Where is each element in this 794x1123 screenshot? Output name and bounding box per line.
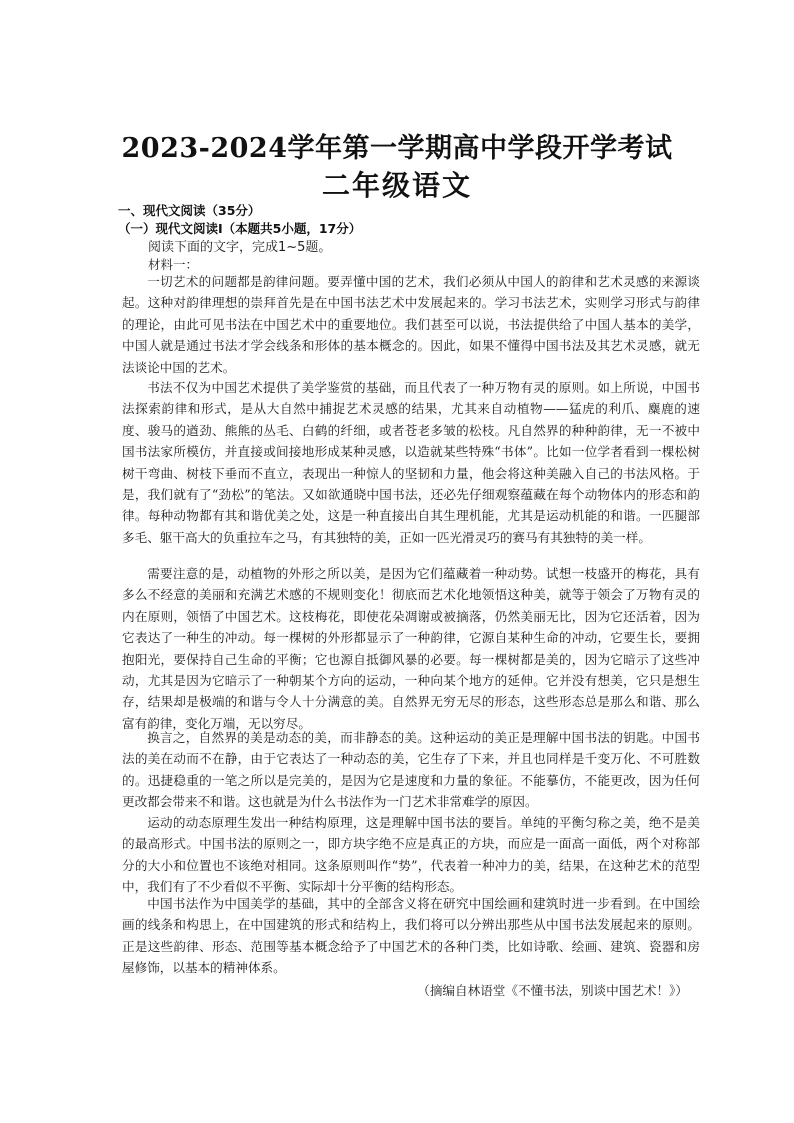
paragraph-4: 换言之，自然界的美是动态的美，而非静态的美。这种运动的美正是理解中国书法的钥匙。中国书法的美在动而不在静，由于它表达了一种动态的美，它生存了下来，并且也同样是千变万化、不可胜数的。迅捷稳重的一笔之所以是完美的，是因为它是速度和力量的象征。不能摹仿，不能更改，因为任何更改都会带来不和谐。这也就是为什么书法作为一门艺术非常难学的原因。 [122, 730, 700, 810]
paragraph-1: 一切艺术的问题都是韵律问题。要弄懂中国的艺术，我们必须从中国人的韵律和艺术灵感的来源谈起。这种对韵律理想的崇拜首先是在中国书法艺术中发展起来的。学习书法艺术，实则学习形式与韵律的理论，由此可见书法在中国艺术中的重要地位。我们甚至可以说，书法提供给了中国人基本的美学，中国人就是通过书法才学会线条和形体的基本概念的。因此，如果不懂得中国书法及其艺术灵感，就无法谈论中国的艺术。 [122, 274, 700, 375]
instruction-text: 阅读下面的文字，完成1~5题。 [148, 240, 332, 255]
exam-title: 2023-2024学年第一学期高中学段开学考试 [121, 133, 673, 164]
paragraph-3: 需要注意的是，动植物的外形之所以美，是因为它们蕴藏着一种动势。试想一枝盛开的梅花，具有多么不经意的美丽和充满艺术感的不规则变化！彻底而艺术化地领悟这种美，就等于领会了万物有灵的内在原则，领悟了中国艺术。这枝梅花，即使花朵凋谢或被摘落，仍然美丽无比，因为它还活着，因为它表达了一种生的冲动。每一棵树的外形都显示了一种韵律，它源自某种生命的冲动，它要生长，要拥抱阳光，要保持自己生命的平衡；它也源自抵御风暴的必要。每一棵树都是美的，因为它暗示了这些冲动，尤其是因为它暗示了一种朝某个方向的运动，一种向某个地方的延伸。它并没有想美，它只是想生存，结果却是极端的和谐与令人十分满意的美。自然界无穷无尽的形态，这些形态总是那么和谐、那么富有韵律，变化万端，无以穷尽。 [122, 566, 700, 731]
paragraph-2: 书法不仅为中国艺术提供了美学鉴赏的基础，而且代表了一种万物有灵的原则。如上所说，中国书法探索韵律和形式，是从大自然中捕捉艺术灵感的结果，尤其来自动植物——猛虎的利爪、麋鹿的速度、骏马的遒劲、熊熊的丛毛、白鹤的纤细，或者苍老多皱的松枝。凡自然界的种种韵律，无一不被中国书法家所模仿，并直接或间接地形成某种灵感，以造就某些特殊“书体”。比如一位学者看到一棵松树树干弯曲、树枝下垂而不直立，表现出一种惊人的坚韧和力量，他会将这种美融入自己的书法风格。于是，我们就有了“劲松”的笔法。又如欲通晓中国书法，还必先仔细观察蕴藏在每个动物体内的形态和韵律。每种动物都有其和谐优美之处，这是一种直接出自其生理机能，尤其是运动机能的和谐。一匹腿部多毛、躯干高大的负重拉车之马，有其独特的美，正如一匹光滑灵巧的赛马有其独特的美一样。 [122, 380, 700, 545]
material-label: 材料一： [148, 257, 199, 272]
source-citation: （摘编自林语堂《不懂书法，别谈中国艺术！》） [417, 983, 688, 998]
paragraph-6: 中国书法作为中国美学的基础，其中的全部含义将在研究中国绘画和建筑时进一步看到。在中国绘画的线条和构思上，在中国建筑的形式和结构上，我们将可以分辨出那些从中国书法发展起来的原则。正是这些韵律、形态、范围等基本概念给予了中国艺术的各种门类，比如诗歌、绘画、建筑、瓷器和房屋修饰，以基本的精神体系。 [122, 896, 700, 976]
exam-subtitle: 二年级语文 [321, 169, 472, 202]
section-heading: 一、现代文阅读（35分） [118, 203, 261, 218]
subsection-heading: （一）现代文阅读Ⅰ（本题共5小题，17分） [118, 221, 362, 236]
paragraph-5: 运动的动态原理生发出一种结构原理，这是理解中国书法的要旨。单纯的平衡匀称之美，绝不是美的最高形式。中国书法的原则之一，即方块字绝不应是真正的方块，而应是一面高一面低，两个对称部分的大小和位置也不该绝对相同。这条原则叫作“势”，代表着一种冲力的美，结果，在这种艺术的范型中，我们有了不少看似不平衡、实际却十分平衡的结构形态。 [122, 815, 700, 895]
